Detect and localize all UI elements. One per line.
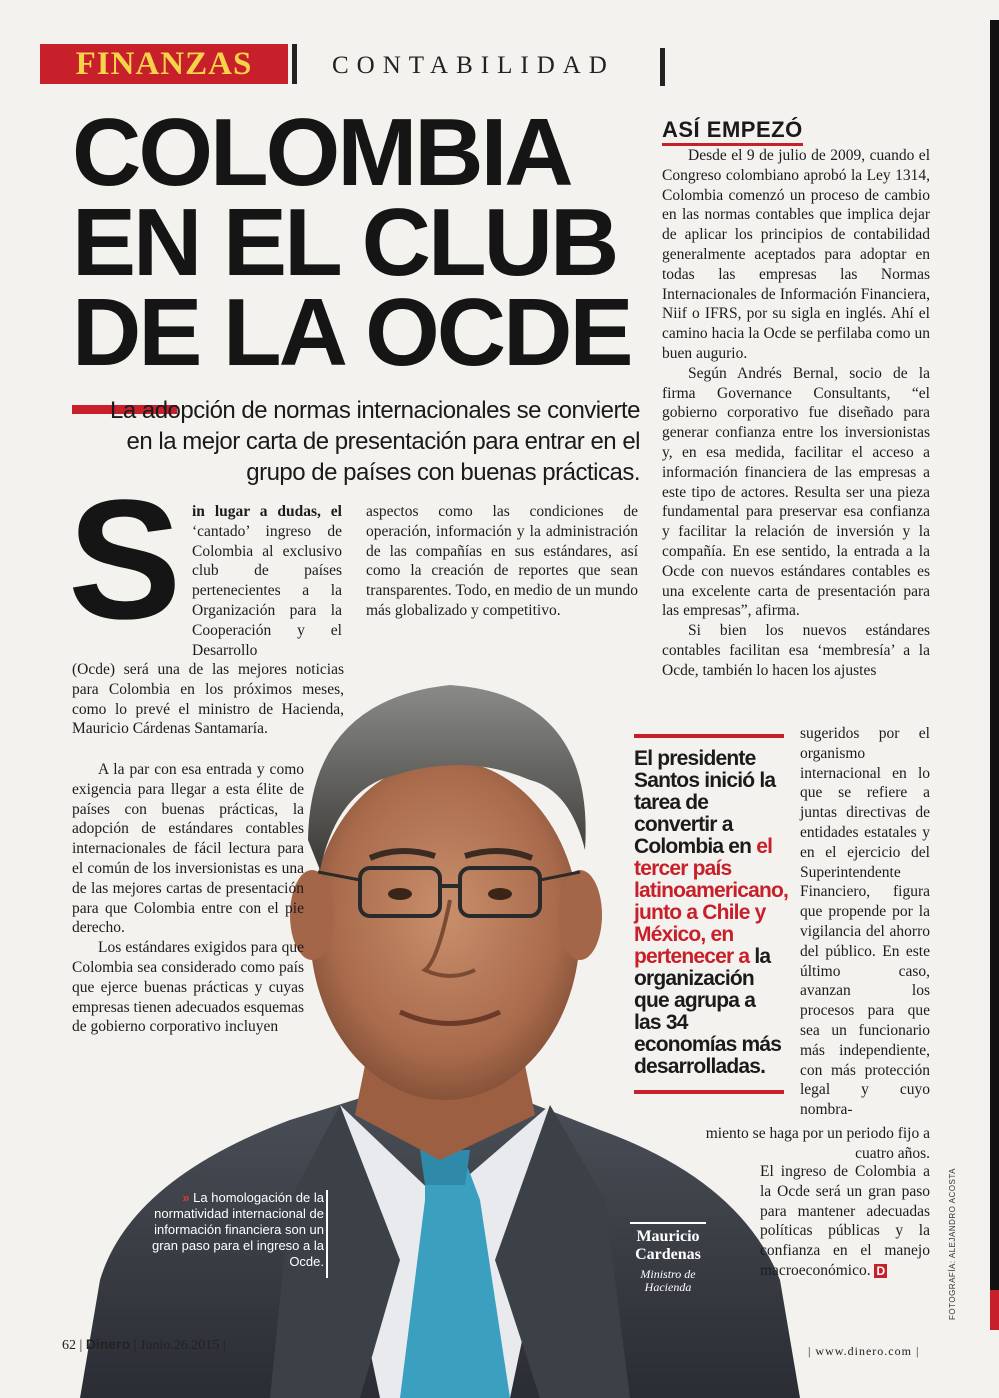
pull-quote-part-2: la organización que agrupa a las 34 economías más desarrolladas. [634,945,782,1078]
sidebar-paragraph-3: Si bien los nuevos estándares contables facilitan esa ‘membresía’ a la Ocde, también lo hacen los ajustes [662,622,930,679]
section-divider [292,44,297,84]
footer-separator: | [133,1338,140,1353]
pull-quote-part-1: El presidente Santos inició la tarea de convertir a Colombia en [634,747,776,858]
subsection-label: CONTABILIDAD [332,52,615,79]
photo-caption-text: La homologación de la normatividad internacional de información financiera son un gran paso para el ingreso a la Ocde. [151,1190,324,1269]
footer-separator: | [79,1338,86,1353]
pull-quote-rule-bottom [634,1090,784,1094]
pull-quote-rule-top [634,734,784,738]
body-paragraph-1: (Ocde) será una de las mejores noticias para Colombia en los próximos meses, como lo prevé el ministro de Hacienda, Mauricio Cárdenas Santamaría. [72,661,344,738]
headline-line-2: EN EL CLUB [72,189,617,296]
footer-separator: | [915,1344,920,1358]
chevron-right-icon: » [182,1190,190,1205]
page-number: 62 [62,1338,76,1353]
website-link[interactable]: www.dinero.com [815,1344,912,1358]
sidebar-paragraph-3-end: miento se haga por un periodo fijo a cuatro años. [705,1125,930,1162]
photo-credit: FOTOGRAFÍA: ALEJANDRO ACOSTA [948,1168,957,1320]
sidebar-column [662,146,930,681]
end-mark-logo: D [876,1263,886,1278]
section-tag: FINANZAS [40,44,288,84]
body-column-1 [72,760,304,1037]
subject-name: Mauricio Cardenas [635,1228,701,1263]
issue-date: Junio.26.2015 [139,1338,220,1353]
drop-cap: S [68,465,182,655]
caption-rule [326,1190,328,1278]
footer-right [808,1344,919,1359]
footer-separator: | [222,1338,226,1353]
subject-role: Ministro de Hacienda [640,1267,696,1294]
sidebar-heading: ASÍ EMPEZÓ [662,118,803,146]
sidebar-paragraph-1: Desde el 9 de julio de 2009, cuando el Congreso colombiano aprobó la Ley 1314, Colombia comenzó un proceso de cambio en las normas contables que implica dejar de aplicar los principios de contabilidad generalmente aceptados para adoptar en todas las empresas las Normas Internacionales de Información Financiera, Niif o IFRS, por su sigla en inglés. Ahí el camino hacia la Ocde se perfilaba como un buen augurio. [662,147,930,362]
body-paragraph-3: Los estándares exigidos para que Colombia sea considerado como país que ejerce buenas prácticas y cuyas empresas tienen adecuados esquemas de gobierno corporativo incluyen [72,939,304,1036]
sidebar-paragraph-3-cont: sugeridos por el organismo internacional en lo que se refiere a juntas directivas de entidades estatales y en el ejercicio del Superintendente Financiero, figura que propende por la vigilancia del ahorro del público. En este último caso, avanzan los procesos para que sea un funcionario más independiente, con más protección legal y cuyo nombra- [800,725,930,1119]
sidebar-paragraph-4 [760,1162,930,1281]
sidebar-paragraph-2: Según Andrés Bernal, socio de la firma Governance Consultants, “el gobierno corporativo fue diseñado para generar confianza entre los inversionistas y, en esa medida, facilitar el acceso a información financiera de las empresas a este tipo de actores. Resulta ser una pieza fundamental para preservar esa confianza y facilitar la relación de inversión y la compañía. En ese sentido, la entrada a la Ocde con nuevos estándares contables es una excelente carta de presentación para las empresas”, afirma. [662,364,930,620]
name-rule [630,1222,706,1224]
header-divider [660,48,665,86]
sidebar-paragraph-4-text: El ingreso de Colombia a la Ocde será un gran paso para mantener adecuadas políticas públicas y la confianza en el manejo macroeconómico. [760,1163,930,1279]
body-intro [192,502,342,660]
body-column-2 [366,502,638,621]
headline-line-1: COLOMBIA [72,99,571,206]
pull-quote-highlight: el tercer país latinoamericano, junto a Chile y México, en pertenecer a [634,835,789,968]
lead-in: in lugar a dudas, el [192,503,342,520]
body-paragraph-1-top: ‘cantado’ ingreso de Colombia al exclusivo club de países pertenecientes a la Organización para la Cooperación y el Desarrollo [192,522,342,659]
page-edge-accent [990,1290,999,1330]
photo-caption [132,1190,324,1270]
footer-separator: | [808,1344,816,1358]
deck-subtitle: La adopción de normas internacionales se convierte en la mejor carta de presentación para entrar en el grupo de países con buenas prácticas. [109,397,640,486]
headline-line-3: DE LA OCDE [72,279,631,386]
body-paragraph-4: aspectos como las condiciones de operación, información y la administración de las compañías en sus estándares, así como la creación de reportes que sean transparentes. Todo, en medio de un mundo más globalizado y competitivo. [366,503,638,619]
magazine-name: Dinero [85,1336,131,1352]
headline [72,99,642,386]
pull-quote [634,747,789,1078]
body-paragraph-2: A la par con esa entrada y como exigencia para llegar a esta élite de países con buenas prácticas, la adopción de estándares contables internacionales de fácil lectura para el común de los inversionistas es una de las mejores cartas de presentación para que Colombia entre con el pie derecho. [72,761,304,937]
footer-left [62,1336,226,1354]
page-edge-bar [990,20,999,1290]
